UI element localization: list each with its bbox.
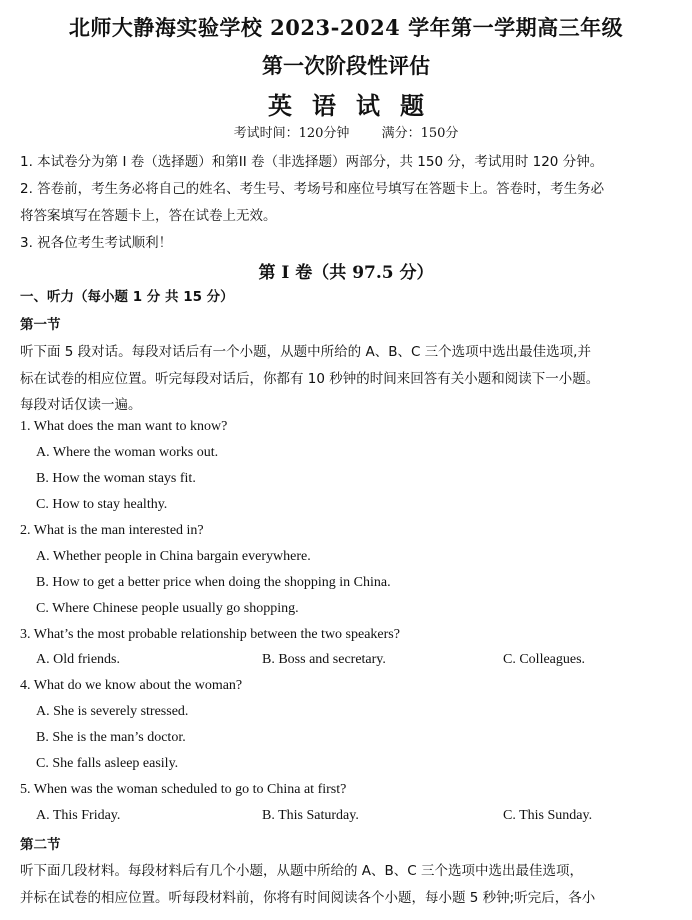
section-description: 并标在试卷的相应位置。听每段材料前，你将有时间阅读各个小题，每小题 5 秒钟;听完后，各小	[20, 890, 596, 906]
section-heading: 第一节	[20, 317, 61, 333]
answer-option: A. Old friends.	[36, 652, 120, 667]
answer-option: B. How to get a better price when doing the shopping in China.	[36, 575, 391, 590]
exam-time: 考试时间：120分钟	[233, 126, 350, 141]
section-description: 标在试卷的相应位置。听完每段对话后，你都有 10 秒钟的时间来回答有关小题和阅读下一小题。	[20, 371, 600, 387]
question-stem: 1. What does the man want to know?	[20, 419, 228, 434]
exam-info	[0, 122, 692, 141]
instruction-line: 2. 答卷前，考生务必将自己的姓名、考生号、考场号和座位号填写在答题卡上。答卷时，考生务必	[20, 181, 605, 197]
question-stem: 3. What’s the most probable relationship between the two speakers?	[20, 627, 400, 642]
listening-heading: 一、听力（每小题 1 分 共 15 分）	[20, 289, 234, 305]
instruction-line: 1. 本试卷分为第 I 卷（选择题）和第II 卷（非选择题）两部分，共 150 分，考试用时 120 分钟。	[20, 154, 604, 170]
part-title: 第 I 卷（共 97.5 分）	[258, 263, 434, 283]
subject-title: 英语试题	[268, 91, 444, 120]
answer-option: C. She falls asleep easily.	[36, 756, 179, 771]
instruction-line: 3. 祝各位考生考试顺利！	[20, 235, 173, 251]
question-stem: 5. When was the woman scheduled to go to China at first?	[20, 782, 347, 797]
section-heading: 第二节	[20, 837, 61, 853]
section-description: 听下面 5 段对话。每段对话后有一个小题，从题中所给的 A、B、C 三个选项中选出最佳选项,并	[20, 344, 591, 360]
answer-option: C. Colleagues.	[503, 652, 586, 667]
answer-option: C. How to stay healthy.	[36, 497, 168, 512]
answer-option: B. Boss and secretary.	[262, 652, 386, 667]
answer-option: B. This Saturday.	[262, 808, 359, 823]
answer-option: C. Where Chinese people usually go shopping.	[36, 601, 299, 616]
answer-option: A. She is severely stressed.	[36, 704, 189, 719]
question-stem: 4. What do we know about the woman?	[20, 678, 243, 693]
instruction-line: 将答案填写在答题卡上，答在试卷上无效。	[20, 208, 277, 224]
assessment-title: 第一次阶段性评估	[262, 53, 430, 78]
school-title: 北师大静海实验学校 2023-2024 学年第一学期高三年级	[68, 15, 624, 40]
answer-option: A. Whether people in China bargain everywhere.	[36, 549, 311, 564]
answer-option: A. This Friday.	[36, 808, 121, 823]
answer-option: B. She is the man’s doctor.	[36, 730, 186, 745]
answer-option: C. This Sunday.	[503, 808, 593, 823]
section-description: 每段对话仅读一遍。	[20, 397, 142, 413]
answer-option: A. Where the woman works out.	[36, 445, 219, 460]
section-description: 听下面几段材料。每段材料后有几个小题，从题中所给的 A、B、C 三个选项中选出最佳选项，	[20, 863, 584, 879]
answer-option: B. How the woman stays fit.	[36, 471, 196, 486]
full-score: 满分：150分	[381, 126, 459, 141]
question-stem: 2. What is the man interested in?	[20, 523, 204, 538]
